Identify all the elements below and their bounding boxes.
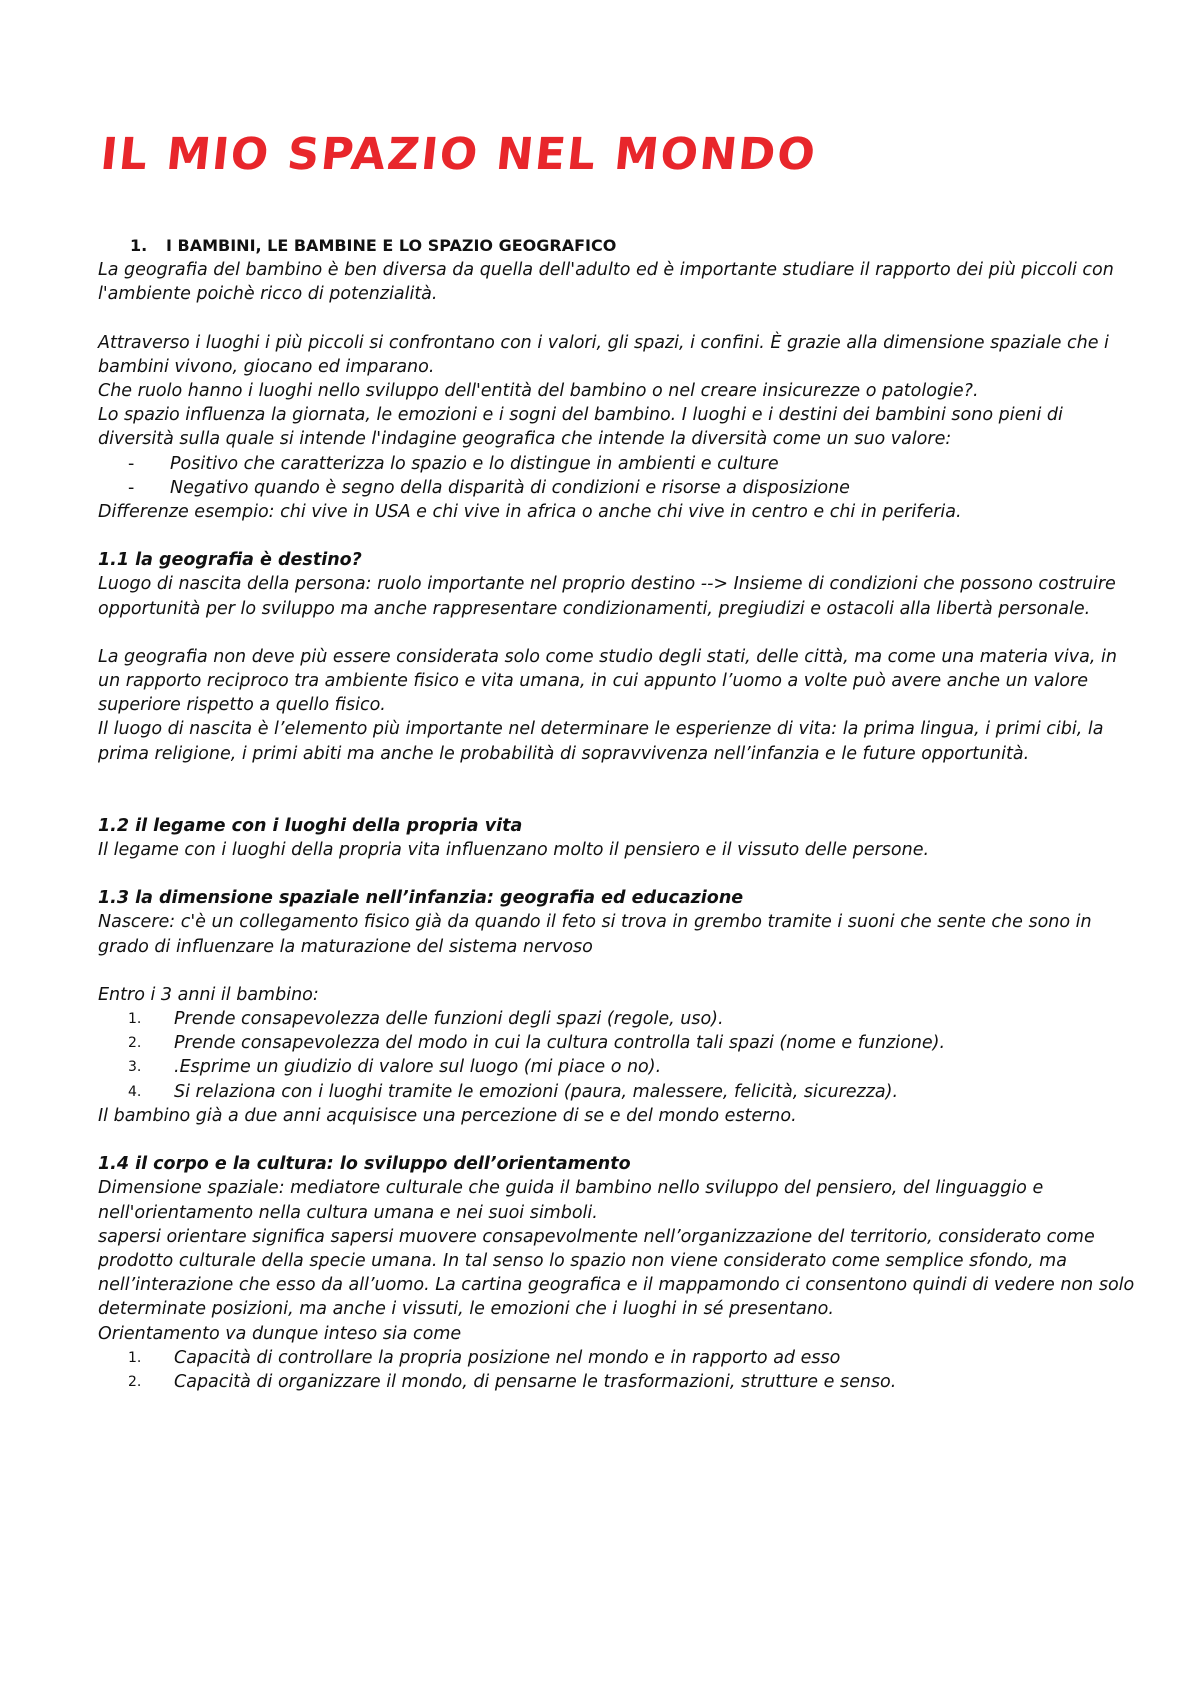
spacer	[98, 766, 1136, 814]
section-1-paragraph-5: Differenze esempio: chi vive in USA e chi vive in africa o anche chi vive in centro e chi in periferia.	[98, 502, 962, 523]
spacer	[98, 621, 1136, 645]
section-1-1-paragraph-3: Il luogo di nascita è l’elemento più importante nel determinare le esperienze di vita: la prima lingua, i primi cibi, la prima religione, i primi abiti ma anche le probabilità di sopravvivenza nell’infanzia e le future opportunità.	[98, 719, 1104, 764]
section-1-3-paragraph-1: Nascere: c'è un collegamento fisico già da quando il feto si trova in grembo tramite i suoni che sente che sono in grado di influenzare la maturazione del sistema nervoso	[98, 912, 1092, 957]
section-1-heading-text: I BAMBINI, LE BAMBINE E LO SPAZIO GEOGRAFICO	[166, 236, 617, 255]
list-item	[98, 1346, 1136, 1370]
list-item-text: Capacità di organizzare il mondo, di pensarne le trasformazioni, strutture e senso.	[174, 1371, 897, 1392]
section-1-2-paragraph-1: Il legame con i luoghi della propria vita influenzano molto il pensiero e il vissuto delle persone.	[98, 840, 930, 861]
section-1-3-heading: 1.3 la dimensione spaziale nell’infanzia: geografia ed educazione	[98, 888, 744, 909]
section-1-3-paragraph-2: Entro i 3 anni il bambino:	[98, 984, 319, 1005]
section-1-1-paragraph-1: Luogo di nascita della persona: ruolo importante nel proprio destino --> Insieme di condizioni che possono costruire opportunità per lo sviluppo ma anche rappresentare condizionamenti, pregiudizi e ostacoli alla libertà personale.	[98, 574, 1116, 619]
section-1-number: 1.	[130, 236, 148, 255]
list-item-number: 4.	[128, 1083, 142, 1100]
list-item-number: 1.	[128, 1011, 142, 1028]
section-1-paragraph-1: La geografia del bambino è ben diversa da quella dell'adulto ed è importante studiare il rapporto dei più piccoli con l'ambiente poichè ricco di potenzialità.	[98, 260, 1114, 305]
section-1-2-heading: 1.2 il legame con i luoghi della propria vita	[98, 815, 523, 836]
section-1-1-heading: 1.1 la geografia è destino?	[98, 550, 362, 571]
section-1-4-paragraph-2: sapersi orientare significa sapersi muovere consapevolmente nell’organizzazione del territorio, considerato come prodotto culturale della specie umana. In tal senso lo spazio non viene considerato come semplice sfondo, ma nell’interazione che esso da all’uomo. La cartina geografica e il mappamondo ci consentono quindi di vedere non solo determinate posizioni, ma anche i vissuti, le emozioni che i luoghi in sé presentano.	[98, 1226, 1135, 1320]
list-item-number: 1.	[128, 1349, 142, 1366]
section-1-3-numbered-list	[98, 1007, 1136, 1104]
spacer	[98, 959, 1136, 983]
document-title: IL MIO SPAZIO NEL MONDO	[98, 129, 820, 180]
section-1-4-paragraph-3: Orientamento va dunque inteso sia come	[98, 1323, 462, 1344]
section-1-4-numbered-list	[98, 1346, 1136, 1394]
list-item	[98, 1007, 1136, 1031]
spacer	[98, 1128, 1136, 1152]
spacer	[98, 524, 1136, 548]
section-1-paragraph-4: Lo spazio influenza la giornata, le emozioni e i sogni del bambino. I luoghi e i destini dei bambini sono pieni di diversità sulla quale si intende l'indagine geografica che intende la diversità come un suo valore:	[98, 405, 1063, 450]
list-item	[98, 452, 1136, 476]
list-item	[98, 1055, 1136, 1079]
list-item-text: Si relaziona con i luoghi tramite le emozioni (paura, malessere, felicità, sicurezza).	[174, 1081, 899, 1102]
list-item	[98, 476, 1136, 500]
section-1-heading	[98, 234, 1136, 258]
list-item	[98, 1370, 1136, 1394]
section-1-paragraph-3: Che ruolo hanno i luoghi nello sviluppo dell'entità del bambino o nel creare insicurezze o patologie?.	[98, 381, 979, 402]
list-item-number: 3.	[128, 1059, 142, 1076]
list-item-number: 2.	[128, 1373, 142, 1390]
list-item	[98, 1031, 1136, 1055]
list-item-text: Positivo che caratterizza lo spazio e lo distingue in ambienti e culture	[170, 453, 779, 474]
bullet-marker: -	[128, 453, 135, 474]
section-1-4-heading: 1.4 il corpo e la cultura: lo sviluppo dell’orientamento	[98, 1154, 631, 1175]
list-item	[98, 1080, 1136, 1104]
section-1-bullet-list	[98, 452, 1136, 500]
list-item-text: Capacità di controllare la propria posizione nel mondo e in rapporto ad esso	[174, 1347, 841, 1368]
section-1-1-paragraph-2: La geografia non deve più essere considerata solo come studio degli stati, delle città, ma come una materia viva, in un rapporto reciproco tra ambiente fisico e vita umana, in cui appunto l’uomo a volte può avere anche un valore superiore rispetto a quello fisico.	[98, 646, 1117, 716]
list-item-text: .Esprime un giudizio di valore sul luogo (mi piace o no).	[174, 1057, 662, 1078]
section-1-3-paragraph-3: Il bambino già a due anni acquisisce una percezione di se e del mondo esterno.	[98, 1105, 797, 1126]
list-item-number: 2.	[128, 1035, 142, 1052]
list-item-text: Prende consapevolezza del modo in cui la cultura controlla tali spazi (nome e funzione).	[174, 1033, 946, 1054]
bullet-marker: -	[128, 477, 135, 498]
spacer	[98, 862, 1136, 886]
spacer	[98, 307, 1136, 331]
section-1-paragraph-2: Attraverso i luoghi i più piccoli si confrontano con i valori, gli spazi, i confini. È grazie alla dimensione spaziale che i bambini vivono, giocano ed imparano.	[98, 332, 1109, 377]
section-1-4-paragraph-1: Dimensione spaziale: mediatore culturale che guida il bambino nello sviluppo del pensiero, del linguaggio e nell'orientamento nella cultura umana e nei suoi simboli.	[98, 1178, 1044, 1223]
list-item-text: Negativo quando è segno della disparità di condizioni e risorse a disposizione	[170, 477, 850, 498]
list-item-text: Prende consapevolezza delle funzioni degli spazi (regole, uso).	[174, 1009, 724, 1030]
